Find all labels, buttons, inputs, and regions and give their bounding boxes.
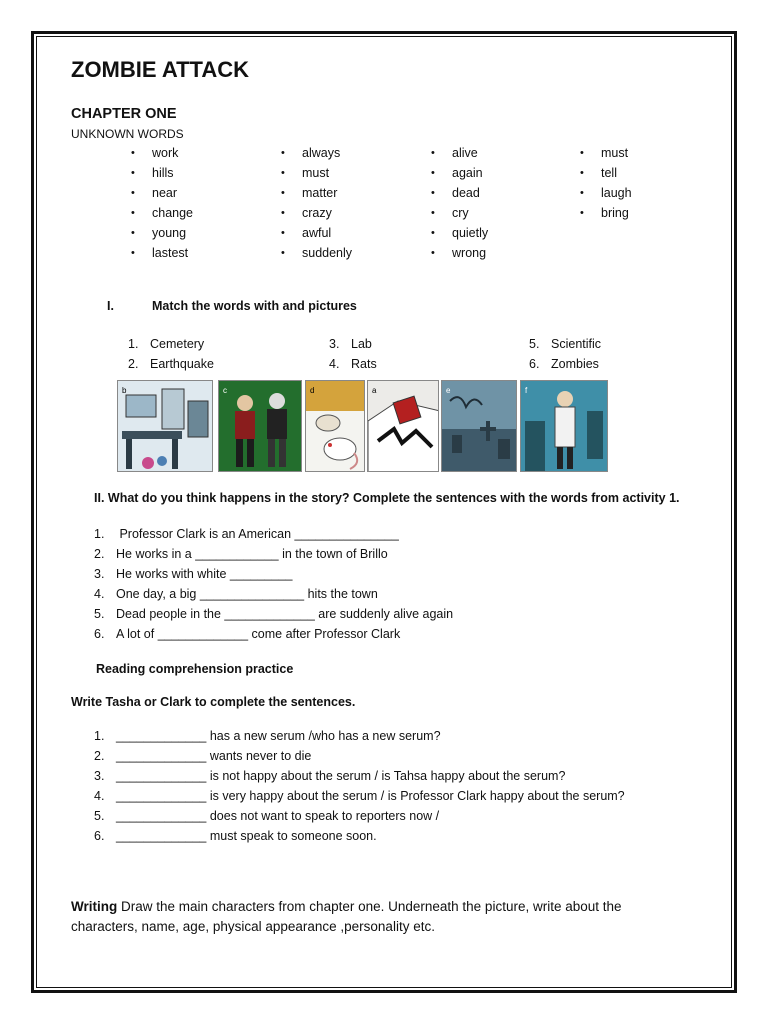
word-item: • always [281, 146, 341, 160]
word-item: • cry [431, 206, 469, 220]
word-item: • dead [431, 186, 480, 200]
tasha-clark-list [94, 726, 625, 846]
tc-sentence: 1. _____________ has a new serum /who has a new serum? [94, 729, 441, 743]
section-2-heading: II. What do you think happens in the story? Complete the sentences with the words from activity 1. [94, 491, 680, 505]
svg-text:e: e [446, 386, 451, 395]
match-item: 6. Zombies [529, 357, 599, 371]
unknown-words-label: UNKNOWN WORDS [71, 127, 184, 141]
match-item: 5. Scientific [529, 337, 602, 351]
word-item: • crazy [281, 206, 332, 220]
reading-heading: Reading comprehension practice [96, 662, 294, 676]
story-sentence: 5. Dead people in the _____________ are suddenly alive again [94, 607, 454, 621]
lab-picture [117, 380, 213, 472]
writing-text: Draw the main characters from chapter one. Underneath the picture, write about the characters, name, age, physical appearance ,personality etc. [71, 899, 622, 934]
word-column-1 [131, 143, 194, 263]
story-sentence: 1. Professor Clark is an American _______________ [94, 527, 399, 541]
word-item: • hills [131, 166, 174, 180]
writing-label: Writing [71, 899, 118, 914]
svg-text:d: d [310, 386, 315, 395]
chapter-heading: CHAPTER ONE [71, 106, 177, 122]
match-item: 4. Rats [329, 357, 377, 371]
word-item: • suddenly [281, 246, 353, 260]
word-item: • lastest [131, 246, 189, 260]
word-item: • young [131, 226, 187, 240]
word-column-2 [281, 143, 353, 263]
tc-sentence: 4. _____________ is very happy about the serum / is Professor Clark happy about the serum? [94, 789, 625, 803]
word-item: • must [580, 146, 629, 160]
svg-text:c: c [223, 386, 227, 395]
word-item: • work [131, 146, 179, 160]
svg-text:a: a [372, 386, 377, 395]
rats-picture [305, 380, 365, 472]
svg-text:b: b [122, 386, 127, 395]
word-item: • change [131, 206, 194, 220]
word-item: • wrong [431, 246, 487, 260]
match-item: 1. Cemetery [128, 337, 205, 351]
word-item: • alive [431, 146, 478, 160]
match-item: 3. Lab [329, 337, 372, 351]
section-1-number: I. [107, 299, 114, 313]
word-item: • near [131, 186, 178, 200]
word-item: • matter [281, 186, 338, 200]
story-sentence: 4. One day, a big _______________ hits the town [94, 587, 378, 601]
word-item: • again [431, 166, 483, 180]
tc-sentence: 3. _____________ is not happy about the serum / is Tahsa happy about the serum? [94, 769, 566, 783]
story-sentence: 6. A lot of _____________ come after Professor Clark [94, 627, 401, 641]
word-item: • quietly [431, 226, 489, 240]
match-column-1 [128, 334, 214, 374]
match-item: 2. Earthquake [128, 357, 214, 371]
svg-text:f: f [525, 386, 528, 395]
match-column-2 [329, 334, 377, 374]
match-column-3 [529, 334, 601, 374]
earthquake-picture [367, 380, 439, 472]
word-column-3 [431, 143, 489, 263]
word-item: • bring [580, 206, 629, 220]
zombies-picture [218, 380, 302, 472]
story-sentence: 3. He works with white _________ [94, 567, 293, 581]
worksheet-title: ZOMBIE ATTACK [71, 57, 250, 82]
writing-task [71, 897, 691, 937]
section-1-instruction: Match the words with and pictures [152, 299, 357, 313]
word-item: • laugh [580, 186, 632, 200]
tasha-clark-instruction: Write Tasha or Clark to complete the sentences. [71, 695, 356, 709]
cemetery-picture [441, 380, 517, 472]
word-item: • must [281, 166, 330, 180]
scientist-picture [520, 380, 608, 472]
word-item: • awful [281, 226, 332, 240]
story-sentence-list [94, 524, 453, 644]
section-1-heading [107, 299, 357, 313]
tc-sentence: 6. _____________ must speak to someone soon. [94, 829, 377, 843]
tc-sentence: 5. _____________ does not want to speak to reporters now / [94, 809, 440, 823]
tc-sentence: 2. _____________ wants never to die [94, 749, 312, 763]
word-column-4 [580, 143, 632, 223]
story-sentence: 2. He works in a ____________ in the town of Brillo [94, 547, 388, 561]
word-item: • tell [580, 166, 617, 180]
